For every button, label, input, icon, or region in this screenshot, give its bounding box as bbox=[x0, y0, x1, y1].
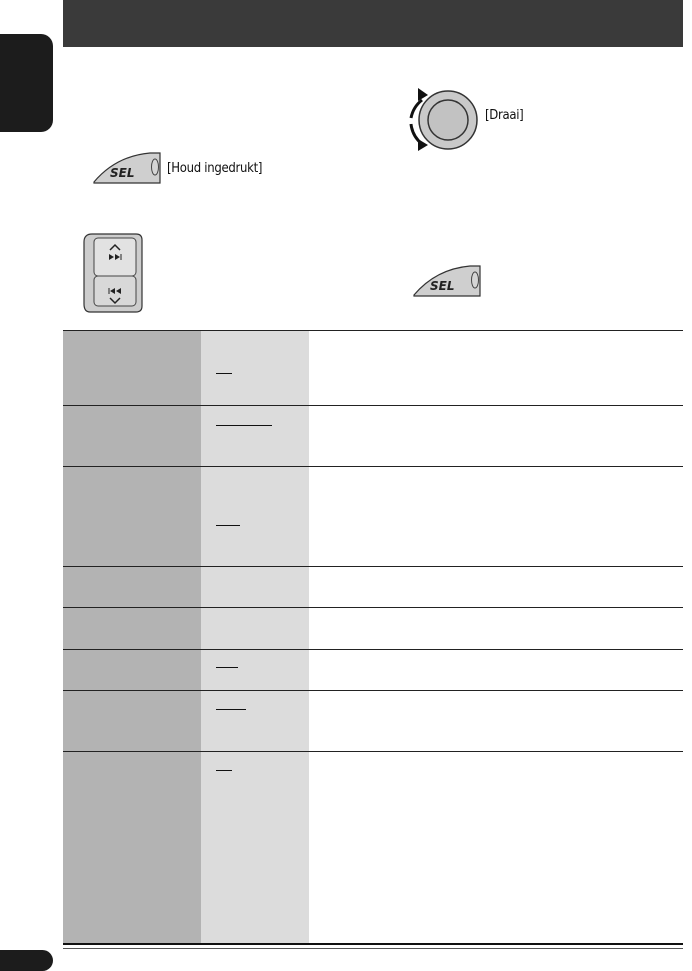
setting-value-cell bbox=[201, 331, 309, 405]
setting-description-cell bbox=[309, 691, 683, 751]
setting-description-cell bbox=[309, 406, 683, 466]
hold-label: [Houd ingedrukt] bbox=[167, 161, 263, 176]
table-row bbox=[63, 330, 683, 405]
sel-button-illustration[interactable] bbox=[90, 150, 162, 186]
sel-button-label-2: SEL bbox=[430, 279, 455, 293]
setting-description-cell bbox=[309, 608, 683, 649]
bottom-rule bbox=[63, 943, 683, 945]
table-row bbox=[63, 405, 683, 466]
setting-description-cell bbox=[309, 752, 683, 943]
setting-name-cell bbox=[63, 331, 201, 405]
table-row bbox=[63, 751, 683, 943]
settings-table bbox=[63, 330, 683, 943]
setting-name-cell bbox=[63, 691, 201, 751]
sel-button-illustration-2[interactable] bbox=[410, 263, 482, 299]
default-value-underline bbox=[216, 667, 238, 668]
setting-name-cell bbox=[63, 567, 201, 607]
page-number-tab bbox=[0, 950, 53, 971]
setting-value-cell bbox=[201, 406, 309, 466]
setting-name-cell bbox=[63, 608, 201, 649]
table-row bbox=[63, 649, 683, 690]
setting-description-cell bbox=[309, 567, 683, 607]
default-value-underline bbox=[216, 373, 232, 374]
table-row bbox=[63, 566, 683, 607]
setting-name-cell bbox=[63, 752, 201, 943]
bottom-rule-thin bbox=[63, 948, 683, 949]
setting-value-cell bbox=[201, 608, 309, 649]
up-down-rocker-icon[interactable] bbox=[80, 230, 146, 316]
setting-name-cell bbox=[63, 650, 201, 690]
turn-label: [Draai] bbox=[485, 108, 524, 123]
table-row bbox=[63, 466, 683, 566]
default-value-underline bbox=[216, 709, 246, 710]
setting-description-cell bbox=[309, 331, 683, 405]
setting-value-cell bbox=[201, 691, 309, 751]
default-value-underline bbox=[216, 770, 232, 771]
setting-value-cell bbox=[201, 650, 309, 690]
setting-description-cell bbox=[309, 650, 683, 690]
section-header-bar bbox=[63, 0, 683, 47]
table-row bbox=[63, 607, 683, 649]
sel-button-label: SEL bbox=[110, 166, 135, 180]
default-value-underline bbox=[216, 425, 272, 426]
table-row bbox=[63, 690, 683, 751]
setting-value-cell bbox=[201, 752, 309, 943]
setting-name-cell bbox=[63, 406, 201, 466]
setting-description-cell bbox=[309, 467, 683, 566]
control-dial-icon bbox=[403, 84, 485, 156]
setting-name-cell bbox=[63, 467, 201, 566]
default-value-underline bbox=[216, 525, 240, 526]
language-side-tab bbox=[0, 34, 53, 132]
setting-value-cell bbox=[201, 567, 309, 607]
setting-value-cell bbox=[201, 467, 309, 566]
